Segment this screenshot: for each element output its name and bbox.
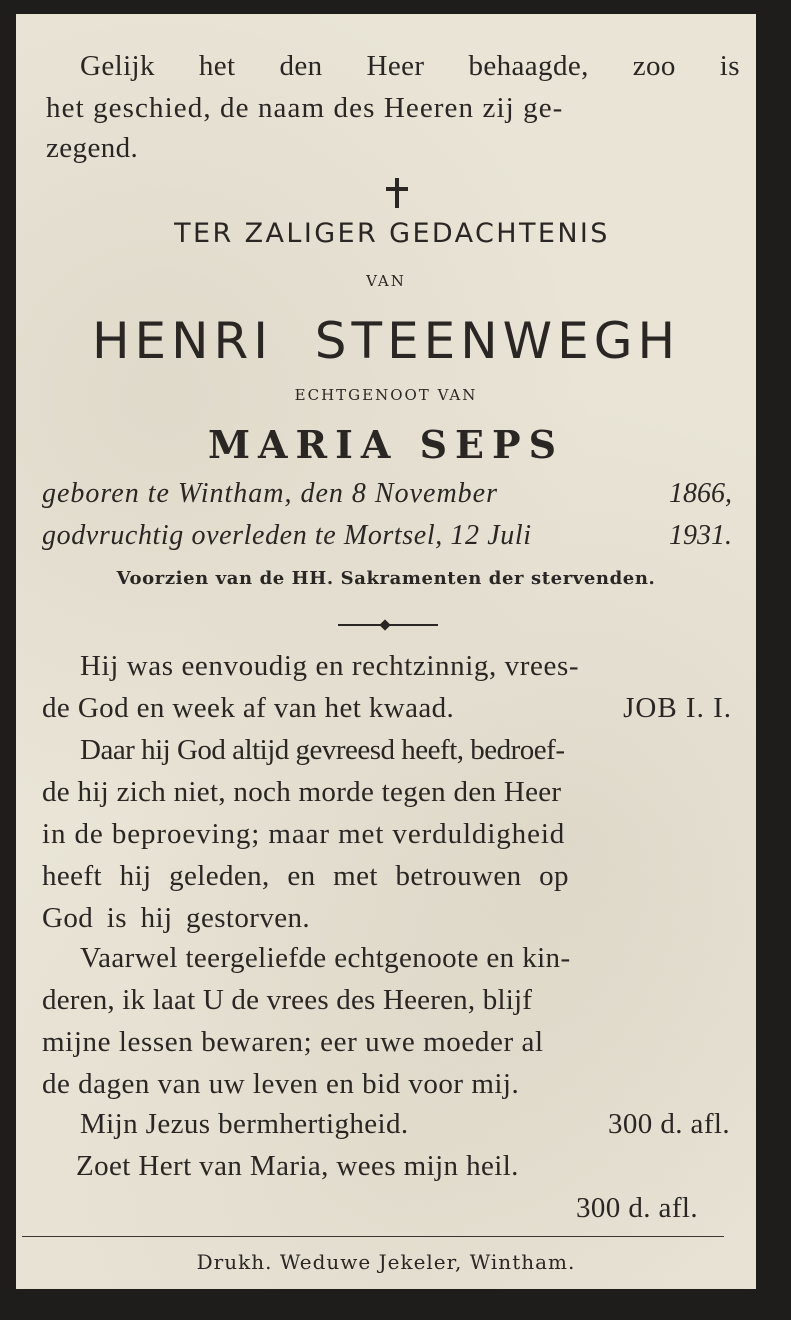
deceased-name: HENRI STEENWEGH <box>91 312 681 370</box>
card-paper <box>16 14 756 1289</box>
cross-icon <box>386 178 408 208</box>
para3-line-1: Vaarwel teergeliefde echtgenoote en kin- <box>80 942 571 974</box>
birth-line: geboren te Wintham, den 8 November 1866, <box>42 478 732 509</box>
verse-line-2: het geschied, de naam des Heeren zij ge- <box>46 92 564 124</box>
footer-rule <box>22 1236 724 1237</box>
indulgence-2: 300 d. afl. <box>576 1192 698 1224</box>
para1-line-1: Hij was eenvoudig en rechtzinnig, vrees- <box>80 650 580 682</box>
ornament-divider <box>338 620 438 630</box>
death-line: godvruchtig overleden te Mortsel, 12 Juli 1931. <box>42 520 732 551</box>
spouse-label: ECHTGENOOT VAN <box>294 386 478 404</box>
job-reference: JOB I. I. <box>623 692 732 724</box>
para2-line-4: heeft hij geleden, en met betrouwen op <box>42 860 569 892</box>
van-label: VAN <box>366 272 406 290</box>
memorial-heading: TER ZALIGER GEDACHTENIS <box>174 218 610 249</box>
prayer-line-1: Mijn Jezus bermhertigheid. 300 d. afl. <box>80 1108 730 1140</box>
indulgence-1: 300 d. afl. <box>608 1108 730 1140</box>
para3-line-4: de dagen van uw leven en bid voor mij. <box>42 1068 520 1100</box>
verse-line-3: zegend. <box>46 132 139 164</box>
sacraments-line: Voorzien van de HH. Sakramenten der stervenden. <box>116 568 656 589</box>
para3-line-2: deren, ik laat U de vrees des Heeren, blijf <box>42 984 533 1016</box>
printer-credit: Drukh. Weduwe Jekeler, Wintham. <box>196 1250 576 1274</box>
para2-line-5: God is hij gestorven. <box>42 902 311 934</box>
para3-line-3: mijne lessen bewaren; eer uwe moeder al <box>42 1026 544 1058</box>
spouse-name: MARIA SEPS <box>207 422 565 467</box>
prayer-line-2: Zoet Hert van Maria, wees mijn heil. <box>76 1150 519 1182</box>
para2-line-1: Daar hij God altijd gevreesd heeft, bedroef- <box>80 734 565 766</box>
para2-line-3: in de beproeving; maar met verduldigheid <box>42 818 566 850</box>
para1-line-2: de God en week af van het kwaad. JOB I. I. <box>42 692 732 724</box>
para2-line-2: de hij zich niet, noch morde tegen den Heer <box>42 776 562 808</box>
verse-line-1: Gelijk het den Heer behaagde, zoo is <box>80 50 740 82</box>
